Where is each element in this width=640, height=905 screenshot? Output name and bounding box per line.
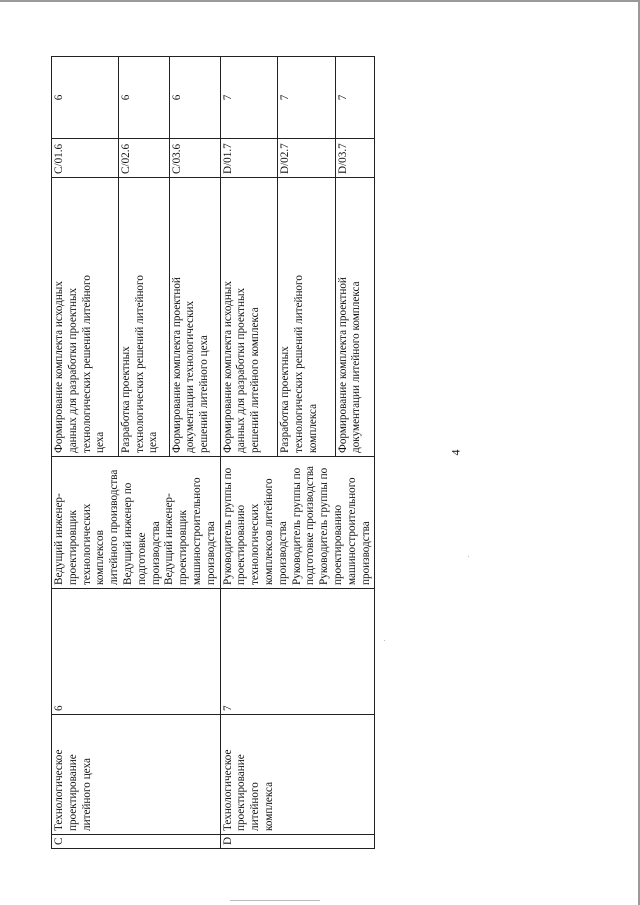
text-line: цеха — [94, 431, 107, 453]
text-line: Разработка проектных — [119, 346, 132, 453]
row-positions-cell — [220, 457, 375, 589]
text-line: технологических решений литейного — [133, 275, 146, 453]
text-line: данных для разработки проектных — [235, 287, 248, 453]
row-positions-cell — [52, 457, 221, 589]
function-code-cell: D/03.7 — [335, 139, 375, 178]
function-level-cell: 6 — [118, 57, 169, 139]
function-name-cell — [220, 178, 278, 457]
text-line: Формирование комплекта проектной — [336, 277, 349, 453]
scan-speck — [384, 640, 385, 641]
function-level-cell: 7 — [220, 57, 278, 139]
text-line: комплексов литейного — [262, 478, 275, 585]
row-name-cell — [220, 715, 375, 835]
text-line: Ведущий инженер по подготовке — [121, 482, 148, 585]
function-code-cell: C/03.6 — [169, 139, 220, 178]
text-line: цеха — [147, 431, 160, 453]
text-line: производства — [276, 521, 289, 585]
row-code-cell: D — [220, 835, 375, 849]
text-line: проектированию — [331, 504, 344, 585]
row-name-cell — [52, 715, 221, 835]
text-line: литейного — [249, 782, 262, 831]
function-name-cell — [169, 178, 220, 457]
text-line: Ведущий инженер-проектировщик — [53, 493, 79, 585]
text-line: машиностроительного производства — [345, 477, 372, 585]
text-line: решений литейного комплекса — [249, 307, 262, 453]
scan-speck — [468, 556, 469, 557]
function-level-cell: 6 — [169, 57, 220, 139]
text-line: технологических решений литейного — [80, 275, 93, 453]
text-line: документации технологических — [184, 300, 197, 453]
row-level-cell: 6 — [52, 589, 221, 715]
rotated-table-container — [51, 57, 372, 849]
text-line: Технологическое — [221, 749, 234, 831]
text-line: проектирование — [235, 754, 248, 831]
text-line: Технологическое — [53, 749, 65, 831]
function-code-cell: D/01.7 — [220, 139, 278, 178]
function-name-cell — [335, 178, 375, 457]
function-code-cell: D/02.7 — [278, 139, 336, 178]
function-name-cell — [52, 178, 119, 457]
text-line: проектированию технологических — [235, 503, 262, 585]
text-line: Формирование комплекта исходных — [53, 281, 65, 453]
text-line: данных для разработки проектных — [66, 287, 79, 453]
text-line: подготовке производства — [304, 466, 317, 585]
text-line: Руководитель группы по — [318, 467, 331, 585]
text-line: машиностроительного производства — [190, 477, 217, 585]
text-line: Формирование комплекта проектной — [170, 277, 183, 453]
text-line: производства — [149, 521, 162, 585]
page-number: 4 — [448, 449, 463, 456]
text-line: проектирование — [66, 754, 79, 831]
function-code-cell: C/01.6 — [52, 139, 119, 178]
table-row — [52, 57, 119, 849]
text-line: литейного производства — [108, 469, 121, 585]
function-code-cell: C/02.6 — [118, 139, 169, 178]
table-frame — [51, 57, 372, 849]
text-line: Формирование комплекта исходных — [221, 281, 234, 453]
generalized-functions-table — [51, 56, 375, 849]
function-name-cell — [278, 178, 336, 457]
text-line: документации литейного комплекса — [350, 281, 363, 453]
text-line: технологических комплексов — [80, 503, 107, 585]
page-edge-top — [0, 0, 640, 2]
function-name-cell — [118, 178, 169, 457]
text-line: литейного цеха — [80, 758, 93, 831]
text-line: Ведущий инженер-проектировщик — [163, 493, 190, 585]
table-row — [220, 57, 278, 849]
text-line: Руководитель группы по — [221, 467, 234, 585]
row-code-cell: C — [52, 835, 221, 849]
function-level-cell: 7 — [335, 57, 375, 139]
scan-edge-mark — [230, 900, 320, 901]
text-line: технологических решений литейного — [292, 275, 305, 453]
text-line: Руководитель группы по — [290, 467, 303, 585]
text-line: решений литейного цеха — [198, 335, 211, 453]
text-line: Разработка проектных — [279, 346, 292, 453]
text-line: комплекса — [262, 781, 275, 831]
function-level-cell: 6 — [52, 57, 119, 139]
row-level-cell: 7 — [220, 589, 375, 715]
function-level-cell: 7 — [278, 57, 336, 139]
text-line: комплекса — [306, 403, 319, 453]
